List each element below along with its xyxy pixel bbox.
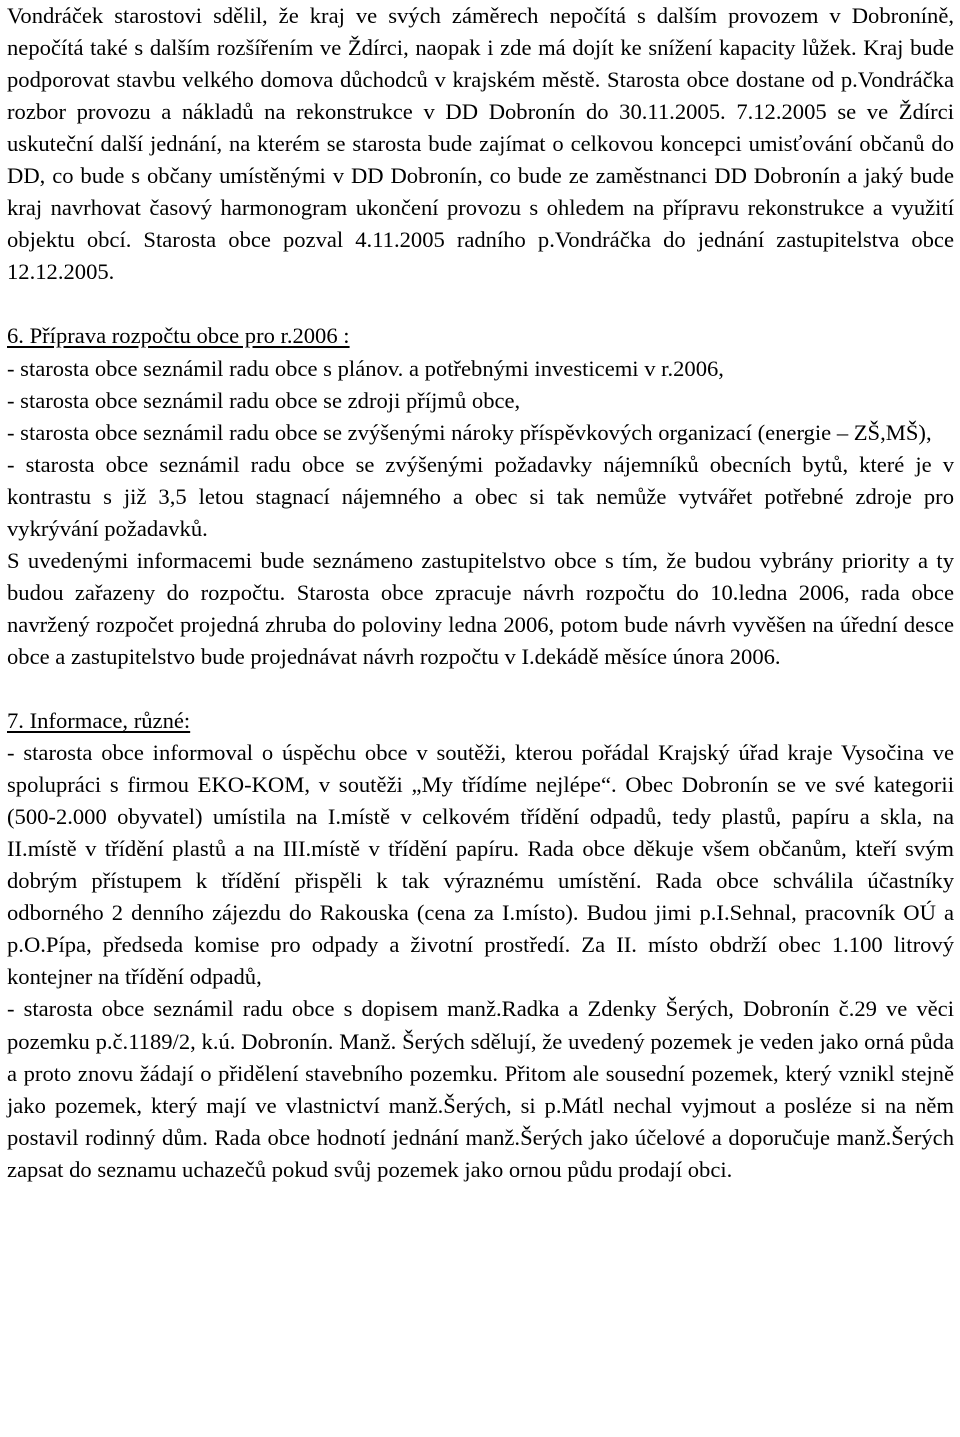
section-7-item: - starosta obce informoval o úspěchu obce v soutěži, kterou pořádal Krajský úřad kraje Vysočina ve spolupráci s firmou EKO-KOM, v soutěži „My třídíme nejlépe“. Obec Dobronín se ve své kategorii (500-2.000 obyvatel) umístila na I.místě v celkovém třídění odpadů, tedy plastů, papíru a skla, na II.místě v třídění plastů a na III.místě v třídění papíru. Rada obce děkuje všem občanům, kteří svým dobrým přístupem k třídění přispěli k tak výraznému umístění. Rada obce schválila účastníky odborného 2 denního zájezdu do Rakouska (cena za I.místo). Budou jimi p.I.Sehnal, pracovník OÚ a p.O.Pípa, předseda komise pro odpady a životní prostředí. Za II. místo obdrží obec 1.100 litrový kontejner na třídění odpadů,: [7, 740, 954, 990]
section-6-item: - starosta obce seznámil radu obce s plánov. a potřebnými investicemi v r.2006,: [7, 355, 724, 381]
intro-paragraph: Vondráček starostovi sdělil, že kraj ve svých záměrech nepočítá s dalším provozem v Dobroníně, nepočítá také s dalším rozšířením ve Ždírci, naopak i zde má dojít ke snížení kapacity lůžek. Kraj bude podporovat stavbu velkého domova důchodců v krajském městě. Starosta obce dostane od p.Vondráčka rozbor provozu a nákladů na rekonstrukce v DD Dobronín do 30.11.2005. 7.12.2005 se ve Ždírci uskuteční další jednání, na kterém se starosta bude zajímat o celkovou koncepci umisťování občanů do DD, co bude s občany umístěnými v DD Dobronín, co bude ze zaměstnanci DD Dobronín a jaký bude kraj navrhovat časový harmonogram ukončení provozu s ohledem na přípravu rekonstrukce a využití objektu obcí. Starosta obce pozval 4.11.2005 radního p.Vondráčka do jednání zastupitelstva obce 12.12.2005.: [7, 3, 954, 285]
spacer: [7, 673, 954, 705]
section-6-item: - starosta obce seznámil radu obce se zdroji příjmů obce,: [7, 387, 521, 413]
section-7-item: - starosta obce seznámil radu obce s dopisem manž.Radka a Zdenky Šerých, Dobronín č.29 ve věci pozemku p.č.1189/2, k.ú. Dobronín. Manž. Šerých sdělují, že uvedený pozemek je veden jako orná půda a proto znovu žádají o přidělení stavebního pozemku. Přitom ale sousední pozemek, který vznikl stejně jako pozemek, který mají ve vlastnictví manž.Šerých, si p.Mátl nechal vyjmout a posléze si na něm postavil rodinný dům. Rada obce hodnotí jednání manž.Šerých jako účelové a doporučuje manž.Šerých zapsat do seznamu uchazečů pokud svůj pozemek jako ornou půdu prodají obci.: [7, 996, 954, 1182]
section-6-heading: 6. Příprava rozpočtu obce pro r.2006 :: [7, 323, 350, 349]
section-6-closing: S uvedenými informacemi bude seznámeno zastupitelstvo obce s tím, že budou vybrány priority a ty budou zařazeny do rozpočtu. Starosta obce zpracuje návrh rozpočtu do 10.ledna 2006, rada obce navržený rozpočet projedná zhruba do poloviny ledna 2006, potom bude návrh vyvěšen na úřední desce obce a zastupitelstvo bude projednávat návrh rozpočtu v I.dekádě měsíce února 2006.: [7, 547, 954, 669]
spacer: [7, 288, 954, 320]
section-7-heading: 7. Informace, různé:: [7, 708, 191, 734]
section-6-item: - starosta obce seznámil radu obce se zvýšenými nároky příspěvkových organizací (energie – ZŠ,MŠ),: [7, 419, 932, 445]
section-6-item: - starosta obce seznámil radu obce se zvýšenými požadavky nájemníků obecních bytů, které je v kontrastu s již 3,5 letou stagnací nájemného a obec si tak nemůže vytvářet potřebné zdroje pro vykrývání požadavků.: [7, 451, 954, 541]
